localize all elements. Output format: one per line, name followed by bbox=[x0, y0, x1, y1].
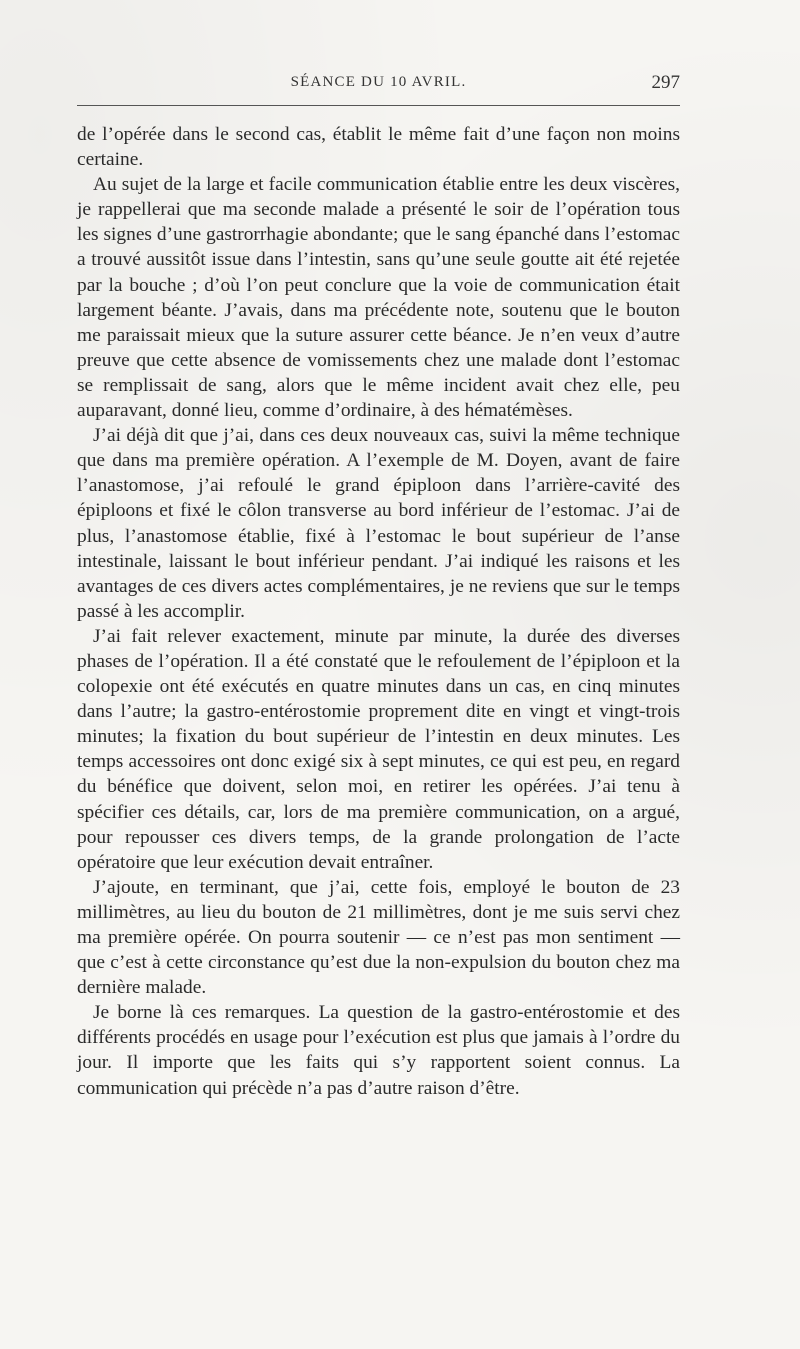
paragraph-communication: Au sujet de la large et facile communication établie entre les deux viscères, je rappellerai que ma seconde malade a présenté le soir de l’opération tous les signes d’une gastrorrhagie abondante; que le sang épanché dans l’estomac a trouvé aussitôt issue dans l’intestin, sans qu’une seule goutte ait été rejetée par la bouche ; d’où l’on peut conclure que la voie de communication était largement béante. J’avais, dans ma précédente note, soutenu que le bouton me paraissait mieux que la suture assurer cette béance. Je n’en veux d’autre preuve que cette absence de vomissements chez une malade dont l’estomac se remplissait de sang, alors que le même incident avait chez elle, peu auparavant, donné lieu, comme d’ordinaire, à des hématémèses. bbox=[77, 174, 680, 422]
paragraph-continuation: de l’opérée dans le second cas, établit le même fait d’une façon non moins certaine. bbox=[77, 124, 680, 171]
paragraph-button-size: J’ajoute, en terminant, que j’ai, cette fois, employé le bouton de 23 millimètres, au lieu du bouton de 21 millimètres, dont je me suis servi chez ma première opérée. On pourra soutenir — ce n’est pas mon sentiment — que c’est à cette circonstance qu’est due la non-expulsion du bouton chez ma dernière malade. bbox=[77, 876, 680, 999]
page-number: 297 bbox=[651, 72, 680, 93]
paragraph-duration: J’ai fait relever exactement, minute par minute, la durée des diverses phases de l’opération. Il a été constaté que le refoulement de l’épiploon et la colopexie ont été exécutés en quatre minutes dans un cas, en cinq minutes dans l’autre; la gastro-entérostomie proprement dite en vingt et vingt-trois minutes; la fixation du bout supérieur de l’intestin en deux minutes. Les temps accessoires ont donc exigé six à sept minutes, ce qui est peu, en regard du bénéfice que doivent, selon moi, en retirer les opérées. J’ai tenu à spécifier ces détails, car, lors de ma première communication, on a argué, pour repousser ces divers temps, de la grande prolongation de l’acte opératoire que leur exécution devait entraîner. bbox=[77, 625, 680, 873]
paragraph-conclusion: Je borne là ces remarques. La question de la gastro-entérostomie et des différents procédés en usage pour l’exécution est plus que jamais à l’ordre du jour. Il importe que les faits qui s’y rapportent soient connus. La communication qui précède n’a pas d’autre raison d’être. bbox=[77, 1002, 680, 1099]
running-head bbox=[77, 70, 680, 100]
header-rule bbox=[77, 105, 680, 106]
body-text bbox=[77, 122, 680, 1101]
paragraph-technique: J’ai déjà dit que j’ai, dans ces deux nouveaux cas, suivi la même technique que dans ma première opération. A l’exemple de M. Doyen, avant de faire l’anastomose, j’ai refoulé le grand épiploon dans l’arrière-cavité des épiploons et fixé le côlon transverse au bord inférieur de l’estomac. J’ai de plus, l’anastomose établie, fixé à l’estomac le bout supérieur de l’anse intestinale, laissant le bout inférieur pendant. J’ai indiqué les raisons et les avantages de ces divers actes complémentaires, je ne reviens que sur le temps passé à les accomplir. bbox=[77, 425, 680, 622]
running-title: SÉANCE DU 10 AVRIL. bbox=[290, 74, 467, 90]
